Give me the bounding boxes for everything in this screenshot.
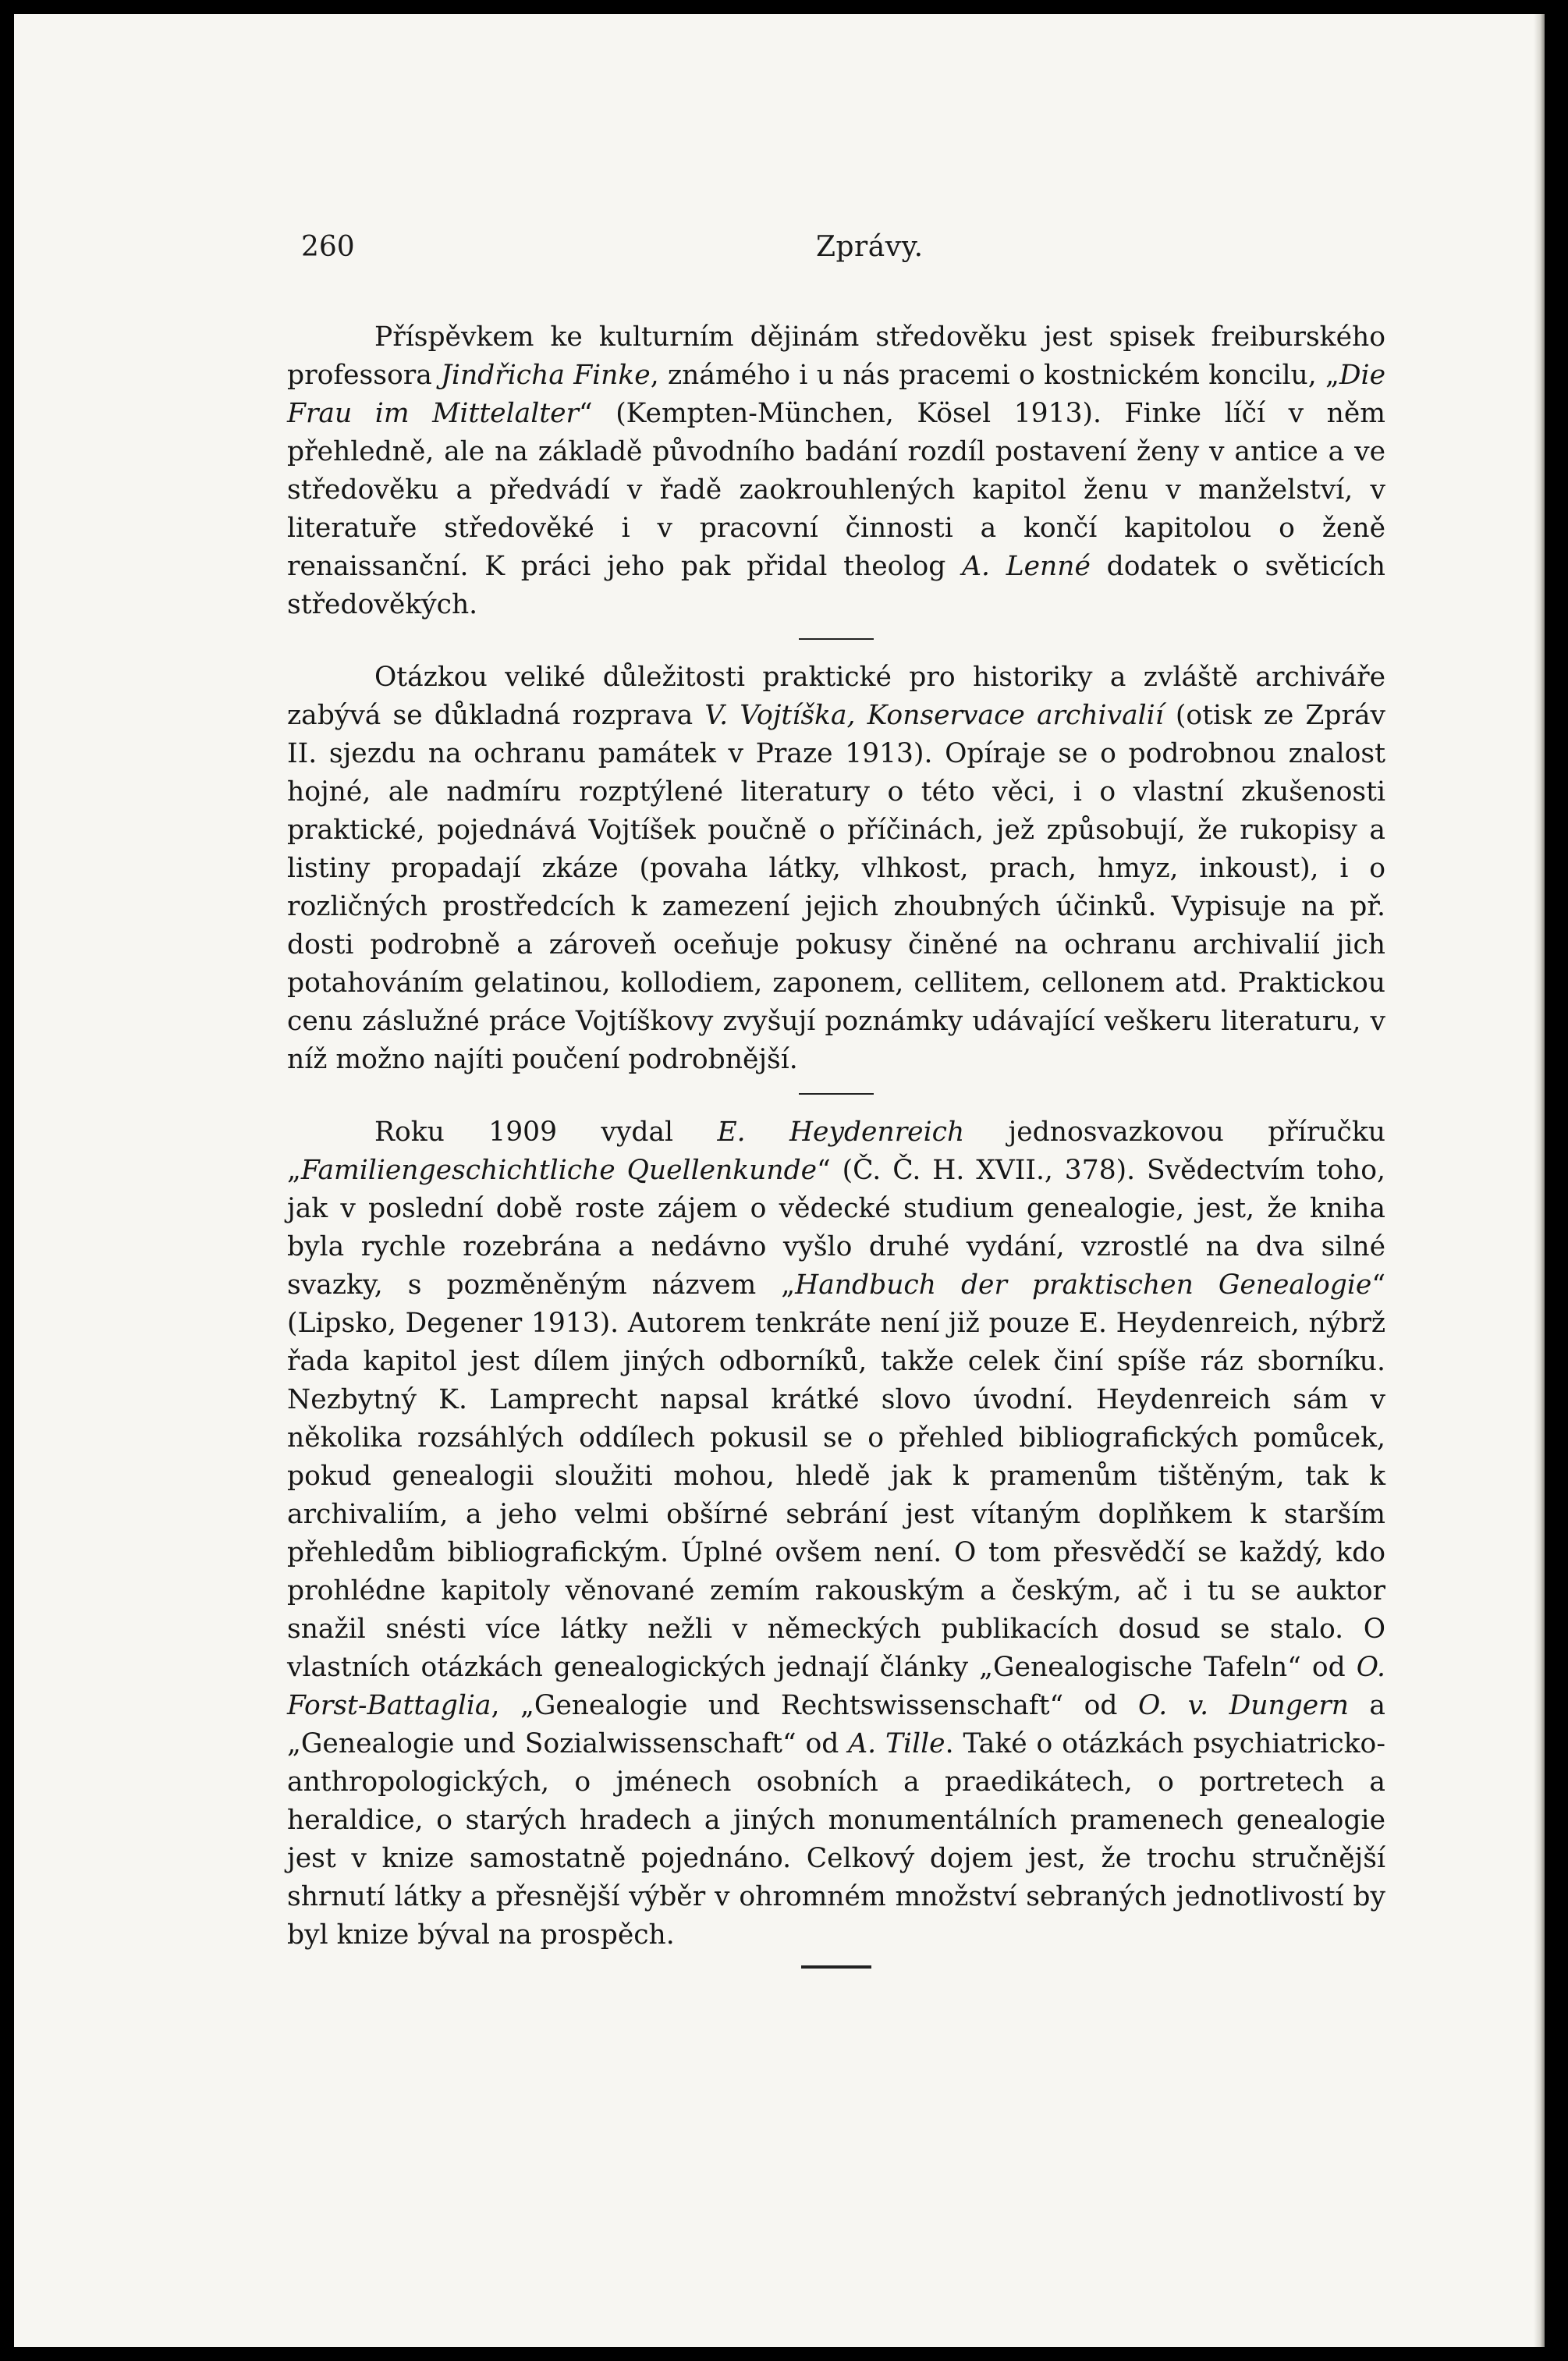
text-run: “ (Lipsko, Degener 1913). Autorem tenkráte není již pouze E. Heydenreich, nýbrž řada kapitol jest dílem jiných odborníků, takže celek činí spíše ráz sborníku. Nezbytný K. Lamprecht napsal krátké slovo úvodní. Heydenreich sám v několika rozsáhlých oddílech pokusil se o přehled bibliografických pomůcek, pokud genealogii sloužiti mohou, hledě jak k pramenům tištěným, tak k archivaliím, a jeho velmi obšírné sebrání jest vítaným doplňkem k starším přehledům bibliografickým. Úplné ovšem není. O tom přesvědčí se každý, kdo prohlédne kapitoly věnované zemím rakouským a českým, ač i tu se auktor snažil snésti více látky nežli v německých publikacích dosud se stalo. O vlastních otázkách genealogických jednají články „Genealogische Tafeln“ od [287, 1269, 1385, 1683]
text-run: “ (Č. Č. H. XVII., 378). Svědectvím toho, jak v poslední době roste zájem o vědecké studium genealogie, jest, že kniha byla rychle rozebrána a nedávno vyšlo druhé vydání, vzrostlé na dva silné svazky, s pozměněným názvem „ [287, 1155, 1385, 1301]
end-divider [801, 1965, 871, 1969]
italic-run: E. Heydenreich [717, 1117, 965, 1148]
text-run: jednosvazkovou příručku „ [287, 1117, 1385, 1186]
paragraph-vojtisek [287, 659, 1385, 1079]
section-title: Zprávy. [816, 231, 924, 263]
section-divider [799, 638, 874, 640]
text-run: Příspěvkem ke kulturním dějinám středověku jest spisek freiburského professora [287, 321, 1385, 391]
text-run: “ (Kempten-München, Kösel 1913). Finke líčí v něm přehledně, ale na základě původního badání rozdíl postavení ženy v antice a ve středověku a předvádí v řadě zaokrouhlených kapitol ženu v manželství, v literatuře středověké i v pracovní činnosti a končí kapitolou o ženě renaissanční. K práci jeho pak přidal theolog [287, 398, 1385, 582]
running-head [286, 231, 1385, 278]
italic-run: Die Frau im Mittelalter [287, 360, 1385, 429]
text-run: (otisk ze Zpráv II. sjezdu na ochranu památek v Praze 1913). Opíraje se o podrobnou znalost hojné, ale nadmíru rozptýlené literatury o této věci, i o vlastní zkušenosti praktické, pojednává Vojtíšek poučně o příčinách, jež způsobují, že rukopisy a listiny propadají zkáze (povaha látky, vlhkost, prach, hmyz, inkoust), i o rozličných prostředcích k zamezení jejich zhoubných účinků. Vypisuje na př. dosti podrobně a zároveň oceňuje pokusy činěné na ochranu archivalií jich potahováním gelatinou, kollodiem, zaponem, cellitem, cellonem atd. Praktickou cenu záslužné práce Vojtíškovy zvyšují poznámky udávající veškeru literaturu, v níž možno najíti poučení podrobnější. [287, 700, 1386, 1075]
text-run: a „Genealogie und Sozialwissenschaft“ od [287, 1690, 1385, 1759]
italic-run: Handbuch der praktischen Genealogie [795, 1269, 1372, 1301]
italic-run: O. Forst-Battaglia [287, 1652, 1385, 1721]
book-page [14, 14, 1545, 2347]
page-number: 260 [301, 231, 355, 263]
text-run: . Také o otázkách psychiatricko-anthropologických, o jménech osobních a praedikátech, o portretech a heraldice, o starých hradech a jiných monumentálních pramenech genealogie jest v knize samostatně pojednáno. Celkový dojem jest, že trochu stručnější shrnutí látky a přesnější výběr v ohromném množství sebraných jednotlivostí by byl knize býval na prospěch. [287, 1728, 1385, 1951]
text-run: Otázkou veliké důležitosti praktické pro historiky a zvláště archiváře zabývá se důkladná rozprava [287, 662, 1385, 731]
italic-run: O. v. Dungern [1137, 1690, 1349, 1721]
article-body [287, 318, 1385, 1969]
paragraph-heydenreich [287, 1113, 1385, 1954]
page-edge [1534, 14, 1545, 2347]
text-run: , „Genealogie und Rechtswissenschaft“ od [491, 1690, 1138, 1721]
italic-run: V. Vojtíška, Konservace archivalií [704, 700, 1164, 731]
text-run: dodatek o světicích středověkých. [287, 551, 1385, 620]
italic-run: A. Tille [848, 1728, 945, 1759]
italic-run: A. Lenné [962, 551, 1091, 582]
italic-run: Jindřicha Finke [441, 360, 651, 391]
text-run: , známého i u nás pracemi o kostnickém koncilu, „ [650, 360, 1339, 391]
italic-run: Familiengeschichtliche Quellenkunde [300, 1155, 818, 1186]
paragraph-finke [287, 318, 1385, 624]
section-divider [799, 1093, 874, 1095]
text-run: Roku 1909 vydal [374, 1117, 718, 1148]
